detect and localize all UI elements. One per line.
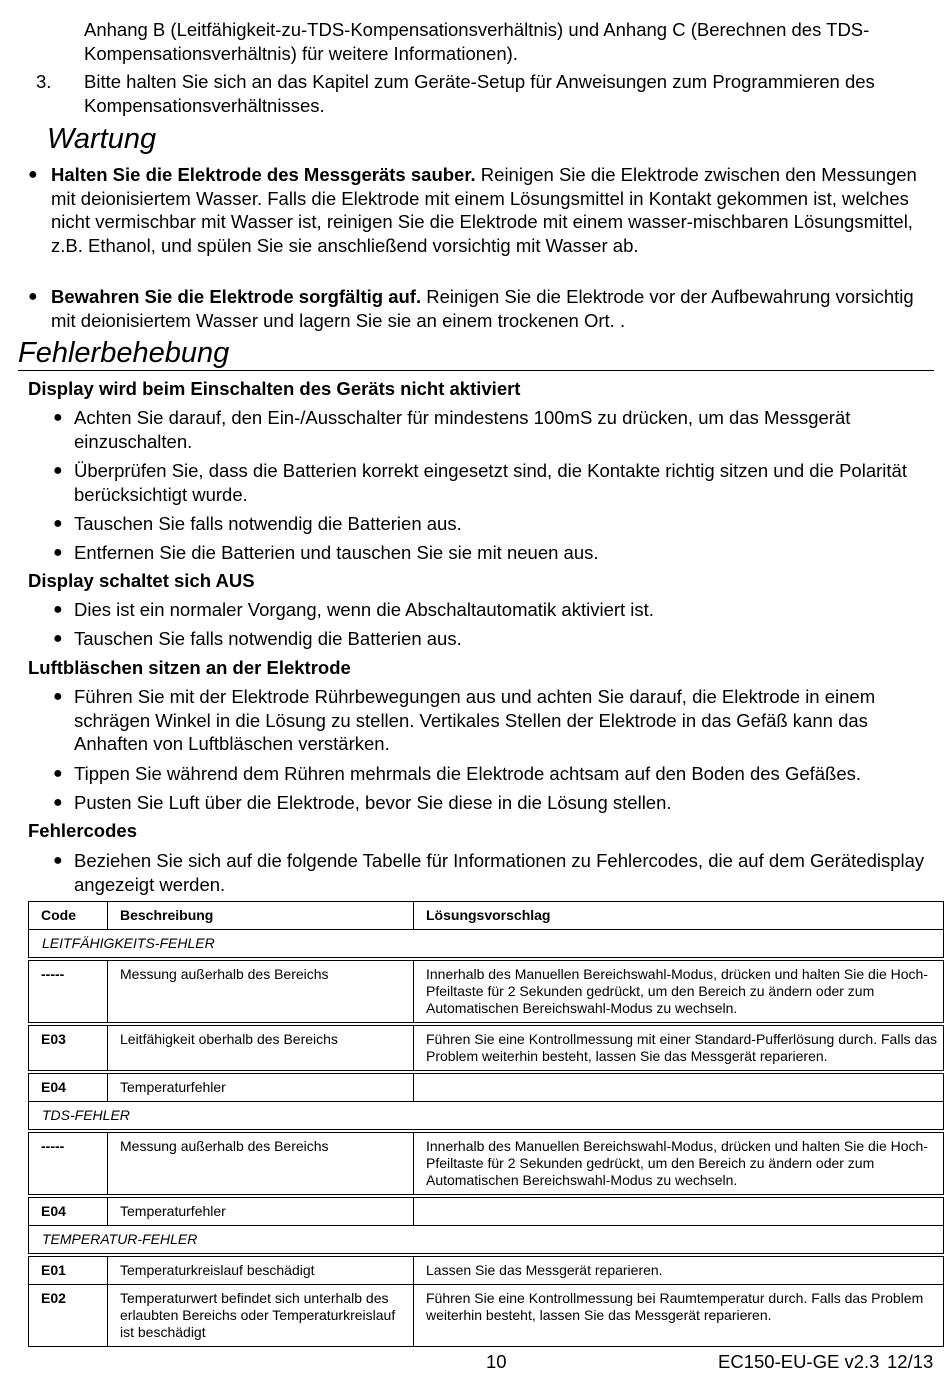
cell-code: E01 — [29, 1257, 108, 1285]
table-header-row — [29, 902, 944, 930]
bullet-text — [51, 285, 926, 332]
section-title-wartung: Wartung — [47, 123, 157, 155]
cell-description: Temperaturwert befindet sich unterhalb des erlaubten Bereichs oder Temperaturkreislauf ist beschädigt — [108, 1285, 414, 1347]
cell-description: Temperaturkreislauf beschädigt — [108, 1257, 414, 1285]
bullet-rest: Reinigen Sie die Elektrode vor der Aufbewahrung vorsichtig mit deionisiertem Wasser und lagern Sie sie an einem trockenen Ort. . — [51, 286, 914, 331]
table-row — [29, 1285, 944, 1347]
cell-code: E03 — [29, 1026, 108, 1071]
table-row — [29, 961, 944, 1023]
cell-description: Leitfähigkeit oberhalb des Bereichs — [108, 1026, 414, 1071]
bullet-icon: ● — [53, 765, 63, 782]
bullet-icon: ● — [53, 630, 63, 647]
bullet-text: Entfernen Sie die Batterien und tauschen Sie sie mit neuen aus. — [74, 542, 599, 563]
bullet-icon: ● — [53, 794, 63, 811]
bullet-text — [51, 163, 926, 257]
bullet-bold-lead: Halten Sie die Elektrode des Messgeräts sauber. — [51, 164, 476, 185]
group-label-temperatur: TEMPERATUR-FEHLER — [29, 1226, 944, 1254]
cell-solution: Führen Sie eine Kontrollmessung bei Raumtemperatur durch. Falls das Problem weiterhin besteht, lassen Sie das Messgerät reparieren. — [414, 1285, 944, 1347]
cell-description: Messung außerhalb des Bereichs — [108, 961, 414, 1023]
table-group-row — [29, 1102, 944, 1130]
cell-solution: Innerhalb des Manuellen Bereichswahl-Modus, drücken und halten Sie die Hoch-Pfeiltaste für 2 Sekunden gedrückt, um den Bereich zu ändern oder zum Automatischen Bereichswahl-Modus zu wechseln. — [414, 1133, 944, 1195]
subheading-display-nicht-aktiviert: Display wird beim Einschalten des Geräts nicht aktiviert — [28, 378, 521, 399]
cell-code: E04 — [29, 1198, 108, 1226]
bullet-text: Dies ist ein normaler Vorgang, wenn die Abschaltautomatik aktiviert ist. — [74, 599, 654, 620]
table-group-row — [29, 1226, 944, 1254]
table-row — [29, 1133, 944, 1195]
cell-solution — [414, 1074, 944, 1102]
bullet-icon: ● — [53, 852, 63, 869]
table-group-row — [29, 930, 944, 958]
bullet-icon: ● — [53, 462, 63, 479]
bullet-text: Tauschen Sie falls notwendig die Batterien aus. — [74, 628, 462, 649]
page-number: 10 — [486, 1351, 507, 1372]
bullet-icon: ● — [53, 409, 63, 426]
bullet-icon: ● — [53, 688, 63, 705]
bullet-icon: ● — [53, 601, 63, 618]
header-code: Code — [29, 902, 108, 930]
error-codes-table — [28, 901, 944, 1347]
bullet-text: Pusten Sie Luft über die Elektrode, bevor Sie diese in die Lösung stellen. — [74, 792, 672, 813]
appendix-reference-continuation: Anhang B (Leitfähigkeit-zu-TDS-Kompensationsverhältnis) und Anhang C (Berechnen des TDS-Kompensationsverhältnis) für weitere Informationen). — [84, 19, 870, 64]
group-label-tds: TDS-FEHLER — [29, 1102, 944, 1130]
document-id: EC150-EU-GE v2.3 — [718, 1351, 880, 1372]
header-loesungsvorschlag: Lösungsvorschlag — [414, 902, 944, 930]
bullet-rest: Reinigen Sie die Elektrode zwischen den Messungen mit deionisiertem Wasser. Falls die Elektrode mit einem Lösungsmittel in Kontakt gekommen ist, welches nicht vermischbar mit Wasser ist, reinigen Sie die Elektrode mit einem wasser-mischbaren Lösungsmittel, z.B. Ethanol, und spülen Sie sie anschließend vorsichtig mit Wasser ab. — [51, 164, 917, 256]
subheading-fehlercodes: Fehlercodes — [28, 820, 137, 841]
section-title-fehlerbehebung: Fehlerbehebung — [18, 337, 230, 369]
cell-code: ----- — [29, 1133, 108, 1195]
table-row — [29, 1074, 944, 1102]
step-number: 3. — [36, 71, 52, 92]
bullet-icon: ● — [28, 288, 38, 305]
bullet-icon: ● — [53, 515, 63, 532]
group-label-leitfaehigkeit: LEITFÄHIGKEITS-FEHLER — [29, 930, 944, 958]
document-date: 12/13 — [887, 1351, 934, 1372]
step-text: Bitte halten Sie sich an das Kapitel zum Geräte-Setup für Anweisungen zum Programmieren des Kompensationsverhältnisses. — [84, 71, 875, 116]
subheading-luftblaeschen: Luftbläschen sitzen an der Elektrode — [28, 657, 351, 678]
bullet-bold-lead: Bewahren Sie die Elektrode sorgfältig auf. — [51, 286, 422, 307]
bullet-text: Tauschen Sie falls notwendig die Batterien aus. — [74, 513, 462, 534]
bullet-text: Überprüfen Sie, dass die Batterien korrekt eingesetzt sind, die Kontakte richtig sitzen und die Polarität berücksichtigt wurde. — [74, 460, 907, 505]
subheading-display-aus: Display schaltet sich AUS — [28, 570, 255, 591]
table-row — [29, 1257, 944, 1285]
cell-description: Temperaturfehler — [108, 1198, 414, 1226]
bullet-icon: ● — [53, 544, 63, 561]
cell-solution: Führen Sie eine Kontrollmessung mit einer Standard-Pufferlösung durch. Falls das Problem weiterhin besteht, lassen Sie das Messgerät reparieren. — [414, 1026, 944, 1071]
cell-solution: Lassen Sie das Messgerät reparieren. — [414, 1257, 944, 1285]
table-row — [29, 1198, 944, 1226]
cell-solution — [414, 1198, 944, 1226]
header-beschreibung: Beschreibung — [108, 902, 414, 930]
bullet-text: Beziehen Sie sich auf die folgende Tabelle für Informationen zu Fehlercodes, die auf dem Gerätedisplay angezeigt werden. — [74, 850, 925, 895]
bullet-text: Führen Sie mit der Elektrode Rührbewegungen aus und achten Sie darauf, die Elektrode in einem schrägen Winkel in die Lösung zu stellen. Vertikales Stellen der Elektrode in das Gefäß kann das Anhaften von Luftbläschen verstärken. — [74, 686, 876, 754]
cell-description: Messung außerhalb des Bereichs — [108, 1133, 414, 1195]
section-divider — [18, 370, 934, 371]
cell-code: E04 — [29, 1074, 108, 1102]
cell-solution: Innerhalb des Manuellen Bereichswahl-Modus, drücken und halten Sie die Hoch-Pfeiltaste für 2 Sekunden gedrückt, um den Bereich zu ändern oder zum Automatischen Bereichswahl-Modus zu wechseln. — [414, 961, 944, 1023]
cell-code: E02 — [29, 1285, 108, 1347]
cell-description: Temperaturfehler — [108, 1074, 414, 1102]
bullet-text: Tippen Sie während dem Rühren mehrmals die Elektrode achtsam auf den Boden des Gefäßes. — [74, 763, 862, 784]
table-row — [29, 1026, 944, 1071]
cell-code: ----- — [29, 961, 108, 1023]
bullet-icon: ● — [28, 166, 38, 183]
bullet-text: Achten Sie darauf, den Ein-/Ausschalter für mindestens 100mS zu drücken, um das Messgerät einzuschalten. — [74, 407, 851, 452]
